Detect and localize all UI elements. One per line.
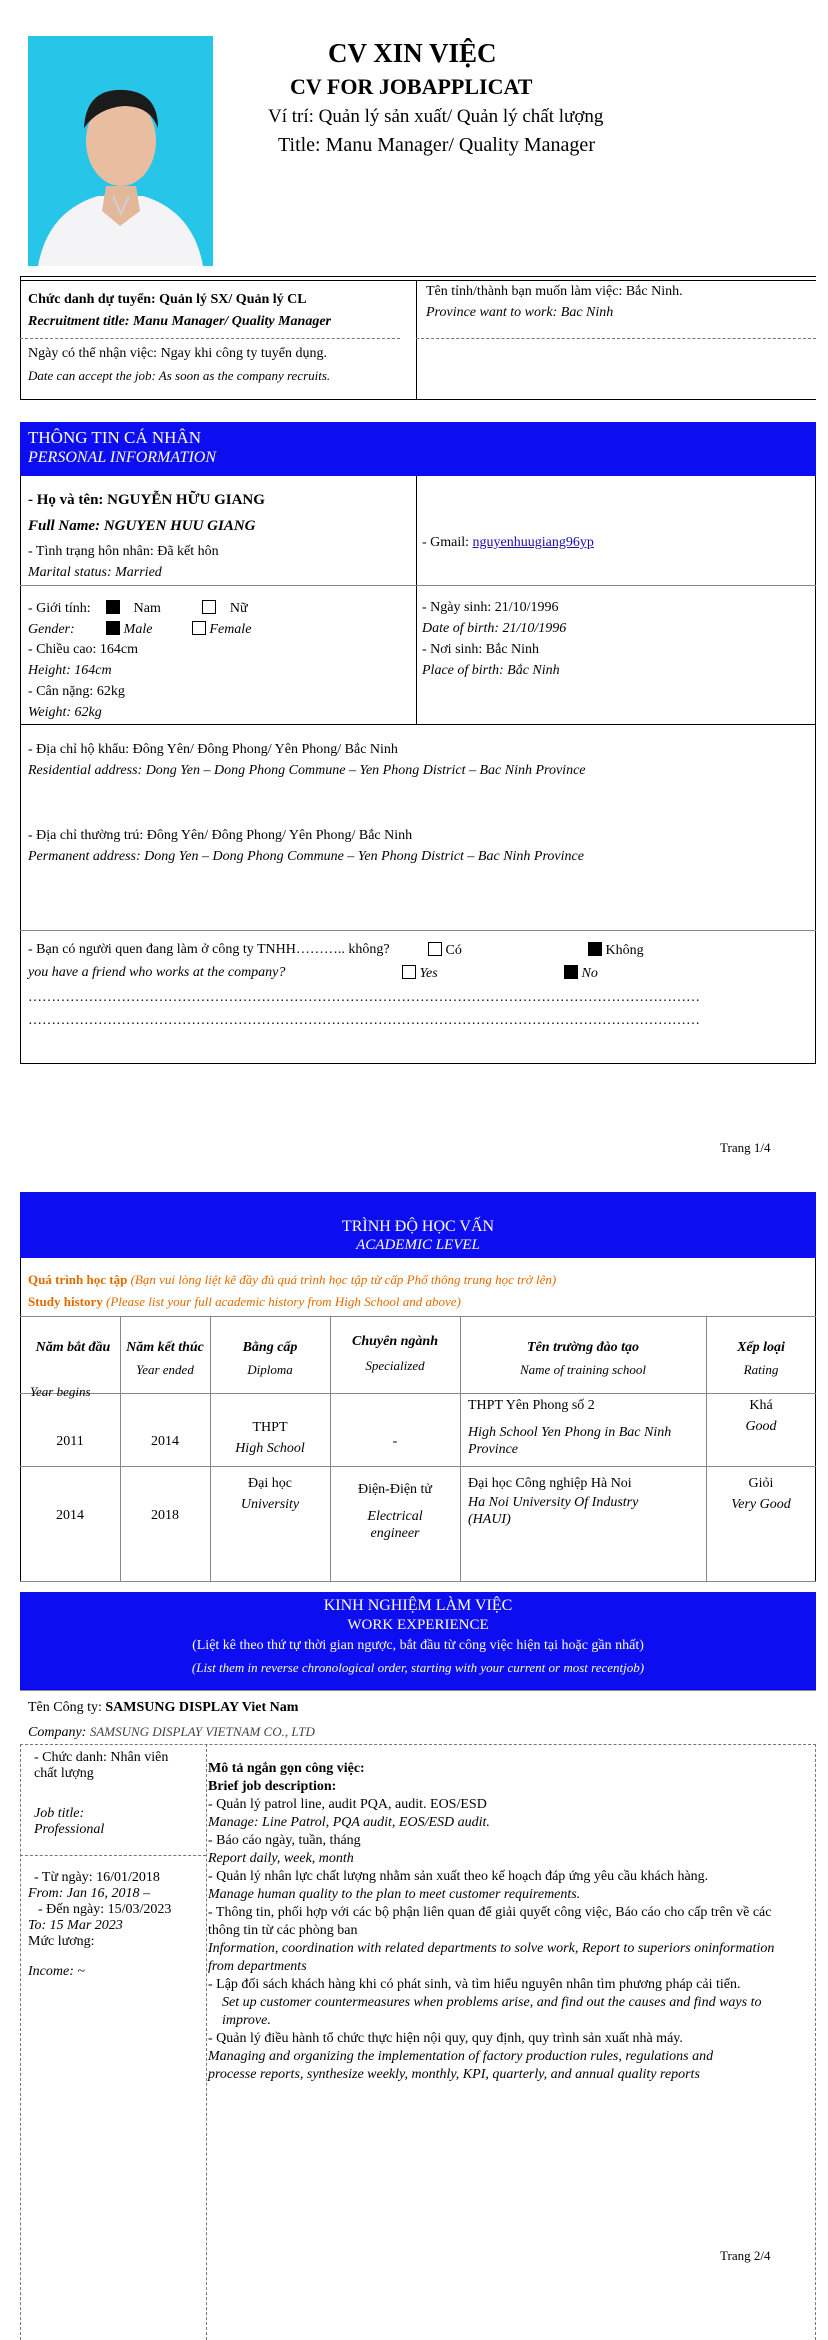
gender-label-en: Gender: xyxy=(28,622,75,637)
from-date-en: From: Jan 16, 2018 – xyxy=(28,1886,150,1901)
col-header-school-en: Name of training school xyxy=(519,1362,647,1377)
row2-rating-en: Very Good xyxy=(731,1497,791,1512)
col-header-diploma-en: Diploma xyxy=(247,1362,293,1377)
personal-header-vi: THÔNG TIN CÁ NHÂN xyxy=(28,428,201,447)
full-name-vi xyxy=(28,492,265,509)
job-title-en xyxy=(34,1806,194,1838)
friend-no-en-option[interactable] xyxy=(564,965,598,982)
company-name-vi: SAMSUNG DISPLAY Viet Nam xyxy=(105,1700,299,1715)
study-note-en: (Please list your full academic history from High School and above) xyxy=(106,1294,461,1309)
col-header-end: Năm kết thúc xyxy=(126,1340,204,1355)
gmail-row xyxy=(422,535,594,551)
recruitment-title-en: Recruitment title: Manu Manager/ Quality Manager xyxy=(28,314,331,329)
gender-vi-row xyxy=(28,600,248,617)
desc-2-en: Report daily, week, month xyxy=(208,1851,354,1866)
study-label-en: Study history xyxy=(28,1294,103,1309)
divider xyxy=(20,280,816,281)
position-en: Title: Manu Manager/ Quality Manager xyxy=(278,134,595,156)
divider xyxy=(20,1744,21,2340)
col-header-end-en: Year ended xyxy=(136,1362,194,1377)
divider xyxy=(20,930,816,931)
divider xyxy=(20,399,816,400)
start-date-en: Date can accept the job: As soon as the company recruits. xyxy=(28,368,331,383)
row1-school-en: High School Yen Phong in Bac Ninh Province xyxy=(468,1425,672,1457)
male-label-en: Male xyxy=(123,622,153,637)
row1-end: 2014 xyxy=(151,1434,179,1449)
row1-diploma-en: High School xyxy=(235,1441,305,1456)
marital-en: Marital status: Married xyxy=(28,565,162,580)
work-note-vi: (Liệt kê theo thứ tự thời gian ngược, bắt đầu từ công việc hiện tại hoặc gần nhất) xyxy=(192,1638,644,1653)
friend-yes-en-option[interactable] xyxy=(402,965,438,982)
female-label-vi: Nữ xyxy=(229,601,248,616)
male-label-vi: Nam xyxy=(133,601,161,616)
desc-5-vi: - Lập đối sách khách hàng khi có phát sinh, và tìm hiểu nguyên nhân tìm phương pháp cải tiến. xyxy=(208,1977,741,1992)
row2-end: 2018 xyxy=(151,1508,179,1523)
permanent-en: Permanent address: Dong Yen – Dong Phong Commune – Yen Phong District – Bac Ninh Province xyxy=(28,849,584,864)
row2-diploma-en: University xyxy=(240,1497,300,1512)
date-block xyxy=(28,1870,198,1980)
desc-6-en: Managing and organizing the implementation of factory production rules, regulations and processe reports, synthesize weekly, monthly, KPI, quarterly, and annual quality reports xyxy=(208,2049,714,2082)
company-name-en: SAMSUNG DISPLAY VIETNAM CO., LTD xyxy=(89,1724,315,1739)
divider xyxy=(20,1063,816,1064)
yes-label-vi: Có xyxy=(445,943,462,958)
col-header-major-en: Specialized xyxy=(365,1358,425,1373)
to-date-en: To: 15 Mar 2023 xyxy=(28,1918,123,1933)
desc-title-vi: Mô tả ngắn gọn công việc: xyxy=(208,1761,365,1776)
residential-vi: - Địa chỉ hộ khẩu: Đông Yên/ Đông Phong/ Yên Phong/ Bắc Ninh xyxy=(28,742,398,757)
person-photo-icon xyxy=(28,36,213,266)
divider xyxy=(20,1581,816,1582)
company-vi-row xyxy=(28,1700,298,1716)
height-vi: - Chiều cao: 164cm xyxy=(28,642,139,657)
desc-1-vi: - Quản lý patrol line, audit PQA, audit. EOS/ESD xyxy=(208,1797,487,1812)
divider xyxy=(20,1393,816,1394)
row1-rating-en: Good xyxy=(745,1419,777,1434)
divider xyxy=(20,1690,816,1691)
page-number-1: Trang 1/4 xyxy=(720,1140,771,1155)
row1-school: THPT Yên Phong số 2 xyxy=(468,1398,595,1413)
col-header-major: Chuyên ngành xyxy=(352,1334,438,1349)
study-note-vi: (Bạn vui lòng liệt kê đầy đủ quá trình học tập từ cấp Phổ thông trung học trở lên) xyxy=(130,1272,557,1287)
desc-title-en: Brief job description: xyxy=(208,1779,337,1794)
desc-4-en: Information, coordination with related departments to solve work, Report to superiors oninformation from departments xyxy=(208,1941,775,1974)
divider xyxy=(20,724,816,725)
female-checkbox-vi[interactable] xyxy=(202,600,216,614)
page-number-2: Trang 2/4 xyxy=(720,2248,771,2263)
divider xyxy=(416,338,816,339)
divider xyxy=(815,1744,816,2340)
province-en: Province want to work: Bac Ninh xyxy=(426,305,614,320)
academic-header-vi: TRÌNH ĐỘ HỌC VẤN xyxy=(341,1218,495,1235)
no-checkbox-vi[interactable] xyxy=(588,942,602,956)
male-checkbox-en[interactable] xyxy=(106,621,120,635)
no-checkbox-en[interactable] xyxy=(564,965,578,979)
job-title-en-value: Professional xyxy=(34,1822,105,1837)
divider xyxy=(20,585,816,586)
row2-school-en: Ha Noi University Of Industry (HAUI) xyxy=(468,1495,639,1527)
personal-header-en: PERSONAL INFORMATION xyxy=(28,449,216,466)
desc-1-en: Manage: Line Patrol, PQA audit, EOS/ESD audit. xyxy=(208,1815,490,1830)
height-en: Height: 164cm xyxy=(28,663,112,678)
to-date-vi: - Đến ngày: 15/03/2023 xyxy=(38,1902,172,1917)
row2-major-en: Electrical engineer xyxy=(367,1509,423,1541)
academic-header xyxy=(20,1192,816,1258)
no-label-vi: Không xyxy=(605,943,644,958)
pob-en: Place of birth: Bắc Ninh xyxy=(422,663,560,678)
yes-checkbox-vi[interactable] xyxy=(428,942,442,956)
weight-vi: - Cân nặng: 62kg xyxy=(28,684,125,699)
pob-vi: - Nơi sinh: Bắc Ninh xyxy=(422,642,540,657)
col-header-start-en: Year begins xyxy=(30,1384,91,1399)
desc-6-vi: - Quản lý điều hành tổ chức thực hiện nội quy, quy định, quy trình sản xuất nhà máy. xyxy=(208,2031,683,2046)
dob-vi: - Ngày sinh: 21/10/1996 xyxy=(422,600,559,615)
row2-start: 2014 xyxy=(56,1508,84,1523)
row1-start: 2011 xyxy=(56,1434,84,1449)
salary-vi: Mức lương: xyxy=(28,1934,95,1949)
company-label-vi: Tên Công ty: xyxy=(28,1700,102,1715)
row2-diploma: Đại học xyxy=(248,1476,292,1491)
yes-checkbox-en[interactable] xyxy=(402,965,416,979)
residential-en: Residential address: Dong Yen – Dong Phong Commune – Yen Phong District – Bac Ninh Province xyxy=(28,763,586,778)
row2-major: Điện-Điện tử xyxy=(357,1482,433,1497)
divider xyxy=(20,338,400,339)
start-date-vi: Ngày có thể nhận việc: Ngay khi công ty tuyển dụng. xyxy=(28,346,327,361)
name-value: NGUYỄN HỮU GIANG xyxy=(107,492,265,508)
company-label-en: Company: xyxy=(28,1725,87,1740)
divider xyxy=(815,476,816,1063)
no-label-en: No xyxy=(581,966,598,981)
full-name-en: Full Name: NGUYEN HUU GIANG xyxy=(28,518,256,534)
divider xyxy=(20,1316,816,1317)
dotted-line: ……………………………………………………………………………………………………………………………… xyxy=(28,1013,700,1028)
from-date-vi: - Từ ngày: 16/01/2018 xyxy=(34,1870,160,1885)
gender-label-vi: - Giới tính: xyxy=(28,601,91,616)
desc-3-vi: - Quản lý nhân lực chất lượng nhằm sản xuất theo kế hoạch đáp ứng yêu cầu khách hàng. xyxy=(208,1869,709,1884)
personal-info-header xyxy=(20,422,816,476)
divider xyxy=(20,1258,21,1581)
row1-major: - xyxy=(392,1434,398,1449)
salary-en: Income: ~ xyxy=(28,1964,85,1979)
row1-diploma: THPT xyxy=(252,1420,288,1435)
desc-2-vi: - Báo cáo ngày, tuần, tháng xyxy=(208,1833,361,1848)
position-vi: Ví trí: Quản lý sản xuất/ Quản lý chất lượng xyxy=(268,106,604,127)
desc-4-vi: - Thông tin, phối hợp với các bộ phận liên quan để giải quyết công việc, Báo cáo cho cấp trên về các thông tin từ các phòng ban xyxy=(208,1905,772,1938)
work-header-en: WORK EXPERIENCE xyxy=(347,1617,489,1633)
desc-3-en: Manage human quality to the plan to meet customer requirements. xyxy=(208,1887,581,1902)
divider xyxy=(20,1855,206,1856)
friend-no-vi-option[interactable] xyxy=(588,942,644,959)
study-history-vi xyxy=(28,1272,556,1288)
work-header-vi: KINH NGHIỆM LÀM VIỆC xyxy=(323,1597,513,1614)
gmail-label: - Gmail: xyxy=(422,535,470,550)
permanent-vi: - Địa chỉ thường trú: Đông Yên/ Đông Phong/ Yên Phong/ Bắc Ninh xyxy=(28,828,413,843)
yes-label-en: Yes xyxy=(419,966,438,981)
divider xyxy=(20,476,21,1063)
female-label-en: Female xyxy=(209,622,252,637)
dob-en: Date of birth: 21/10/1996 xyxy=(422,621,567,636)
job-title-vi: - Chức danh: Nhân viên chất lượng xyxy=(34,1750,169,1781)
female-checkbox-en[interactable] xyxy=(192,621,206,635)
company-en-row xyxy=(28,1724,315,1741)
work-header xyxy=(20,1592,816,1690)
profile-photo xyxy=(28,36,213,266)
province-vi: Tên tỉnh/thành bạn muốn làm việc: Bắc Ninh. xyxy=(426,284,683,299)
row1-rating: Khá xyxy=(749,1398,773,1413)
col-header-school: Tên trường đào tạo xyxy=(527,1340,639,1355)
work-note-en: (List them in reverse chronological order, starting with your current or most recentjob) xyxy=(191,1660,645,1675)
male-checkbox-vi[interactable] xyxy=(106,600,120,614)
job-title-en-label: Job title: xyxy=(34,1806,85,1821)
weight-en: Weight: 62kg xyxy=(28,705,102,720)
col-header-rating: Xếp loại xyxy=(737,1340,785,1355)
row2-school: Đại học Công nghiệp Hà Noi xyxy=(468,1476,632,1491)
divider xyxy=(416,280,417,400)
row2-rating: Giỏi xyxy=(748,1476,774,1491)
gmail-link[interactable]: nguyenhuugiang96yp xyxy=(472,535,594,550)
job-description xyxy=(208,1760,798,2084)
marital-vi: - Tình trạng hôn nhân: Đã kết hôn xyxy=(28,544,219,559)
divider xyxy=(20,1744,816,1745)
recruitment-title-vi: Chức danh dự tuyển: Quản lý SX/ Quản lý CL xyxy=(28,292,307,307)
col-header-diploma: Bằng cấp xyxy=(242,1340,298,1355)
col-header-start: Năm bắt đầu xyxy=(35,1340,111,1355)
cv-title-en: CV FOR JOBAPPLICAT xyxy=(290,74,533,99)
divider xyxy=(20,276,816,277)
academic-header-en: ACADEMIC LEVEL xyxy=(356,1237,480,1253)
desc-5-en: Set up customer countermeasures when problems arise, and find out the causes and find ways to improve. xyxy=(222,1995,762,2028)
study-history-en xyxy=(28,1294,461,1310)
friend-yes-vi-option[interactable] xyxy=(428,942,462,959)
col-header-rating-en: Rating xyxy=(743,1362,779,1377)
divider xyxy=(206,1744,207,2340)
study-label-vi: Quá trình học tập xyxy=(28,1272,128,1287)
name-label: - Họ và tên: xyxy=(28,492,104,508)
divider xyxy=(20,1466,816,1467)
friend-question-vi: - Bạn có người quen đang làm ở công ty TNHH……….. không? xyxy=(28,942,390,957)
cv-title-vi: CV XIN VIỆC xyxy=(328,38,497,68)
divider xyxy=(416,476,417,724)
friend-question-en: you have a friend who works at the company? xyxy=(28,965,286,980)
gender-en-row xyxy=(28,621,251,638)
dotted-line: ……………………………………………………………………………………………………………………………… xyxy=(28,990,700,1005)
